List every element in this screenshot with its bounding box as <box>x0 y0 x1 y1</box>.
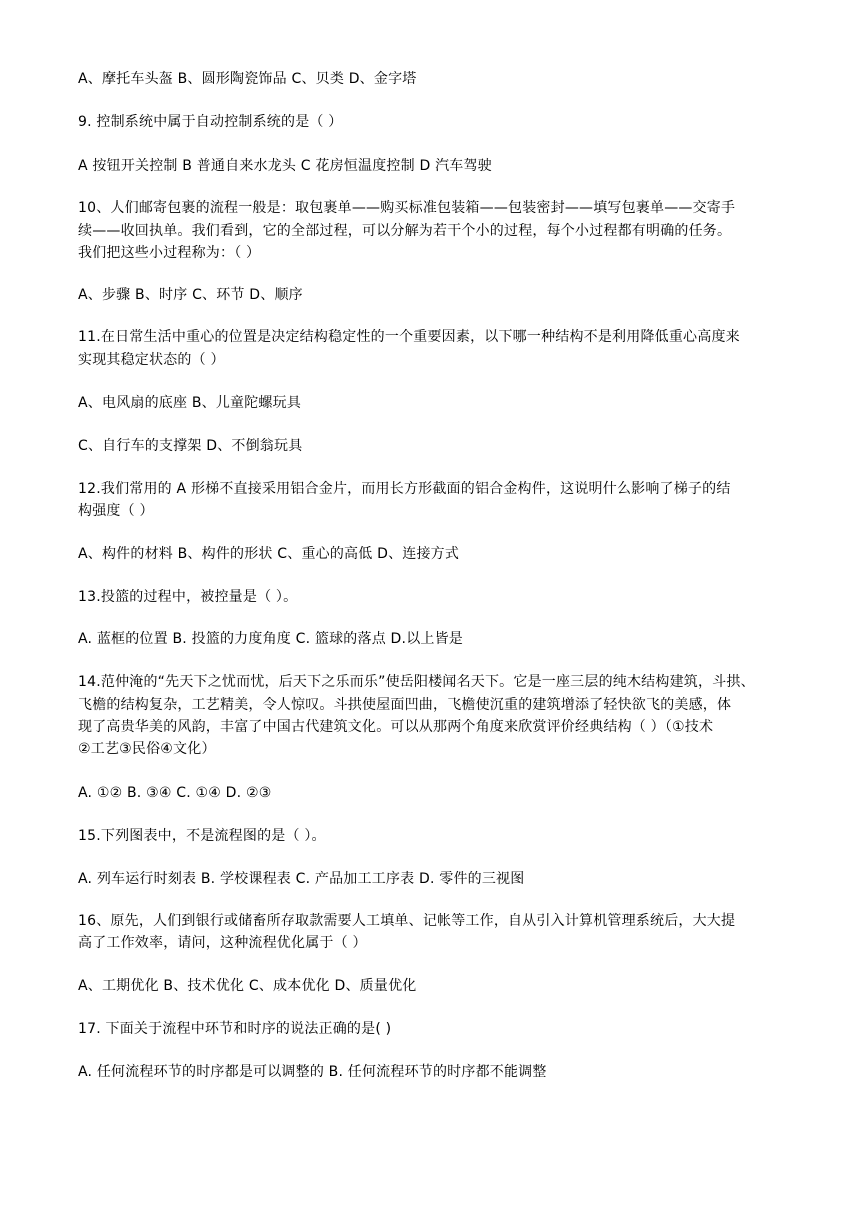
q17-options: A. 任何流程环节的时序都是可以调整的 B. 任何流程环节的时序都不能调整 <box>78 1064 547 1080</box>
q16-options: A、工期优化 B、技术优化 C、成本优化 D、质量优化 <box>78 978 417 994</box>
q13-options: A. 蓝框的位置 B. 投篮的力度角度 C. 篮球的落点 D.以上皆是 <box>78 631 463 647</box>
q14-question-line-3: 现了高贵华美的风韵，丰富了中国古代建筑文化。可以从那两个角度来欣赏评价经典结构（ ）（①技术 <box>78 719 714 735</box>
q14-question-line-1: 14.范仲淹的“先天下之忧而忧，后天下之乐而乐”使岳阳楼闻名天下。它是一座三层的纯木结构建筑，斗拱、 <box>78 674 755 690</box>
q15-options: A. 列车运行时刻表 B. 学校课程表 C. 产品加工工序表 D. 零件的三视图 <box>78 871 525 887</box>
q12-question-line-1: 12.我们常用的 A 形梯不直接采用铝合金片，而用长方形截面的铝合金构件，这说明什么影响了梯子的结 <box>78 481 731 497</box>
q16-question-line-2: 高了工作效率，请问，这种流程优化属于（ ） <box>78 935 367 951</box>
q13-question: 13.投篮的过程中，被控量是（ ）。 <box>78 589 298 605</box>
q14-options: A. ①② B. ③④ C. ①④ D. ②③ <box>78 785 272 801</box>
q14-question-line-4: ②工艺③民俗④文化） <box>78 741 216 757</box>
q9-question: 9. 控制系统中属于自动控制系统的是（ ） <box>78 114 343 130</box>
q11-question-line-2: 实现其稳定状态的（ ） <box>78 352 225 368</box>
q9-options: A 按钮开关控制 B 普通自来水龙头 C 花房恒温度控制 D 汽车驾驶 <box>78 158 492 174</box>
q10-options: A、步骤 B、时序 C、环节 D、顺序 <box>78 287 303 303</box>
q14-question-line-2: 飞檐的结构复杂，工艺精美，令人惊叹。斗拱使屋面凹曲，飞檐使沉重的建筑增添了轻快欲飞的美感，体 <box>78 697 732 713</box>
q10-question-line-1: 10、人们邮寄包裹的流程一般是：取包裹单——购买标准包装箱——包装密封——填写包裹单——交寄手 <box>78 200 736 216</box>
q10-question-line-2: 续——收回执单。我们看到，它的全部过程，可以分解为若干个小的过程，每个小过程都有明确的任务。 <box>78 223 732 239</box>
q12-question-line-2: 构强度（ ） <box>78 503 154 519</box>
q8-options: A、摩托车头盔 B、圆形陶瓷饰品 C、贝类 D、金字塔 <box>78 71 417 87</box>
q17-question: 17. 下面关于流程中环节和时序的说法正确的是( ) <box>78 1021 392 1037</box>
q11-options-row-2: C、自行车的支撑架 D、不倒翁玩具 <box>78 438 303 454</box>
q11-question-line-1: 11.在日常生活中重心的位置是决定结构稳定性的一个重要因素，以下哪一种结构不是利用降低重心高度来 <box>78 329 740 345</box>
q12-options: A、构件的材料 B、构件的形状 C、重心的高低 D、连接方式 <box>78 546 460 562</box>
q10-question-line-3: 我们把这些小过程称为：（ ） <box>78 245 261 261</box>
q16-question-line-1: 16、原先，人们到银行或储畜所存取款需要人工填单、记帐等工作，自从引入计算机管理系统后，大大提 <box>78 913 736 929</box>
q11-options-row-1: A、电风扇的底座 B、儿童陀螺玩具 <box>78 395 302 411</box>
q15-question: 15.下列图表中，不是流程图的是（ ）。 <box>78 828 326 844</box>
